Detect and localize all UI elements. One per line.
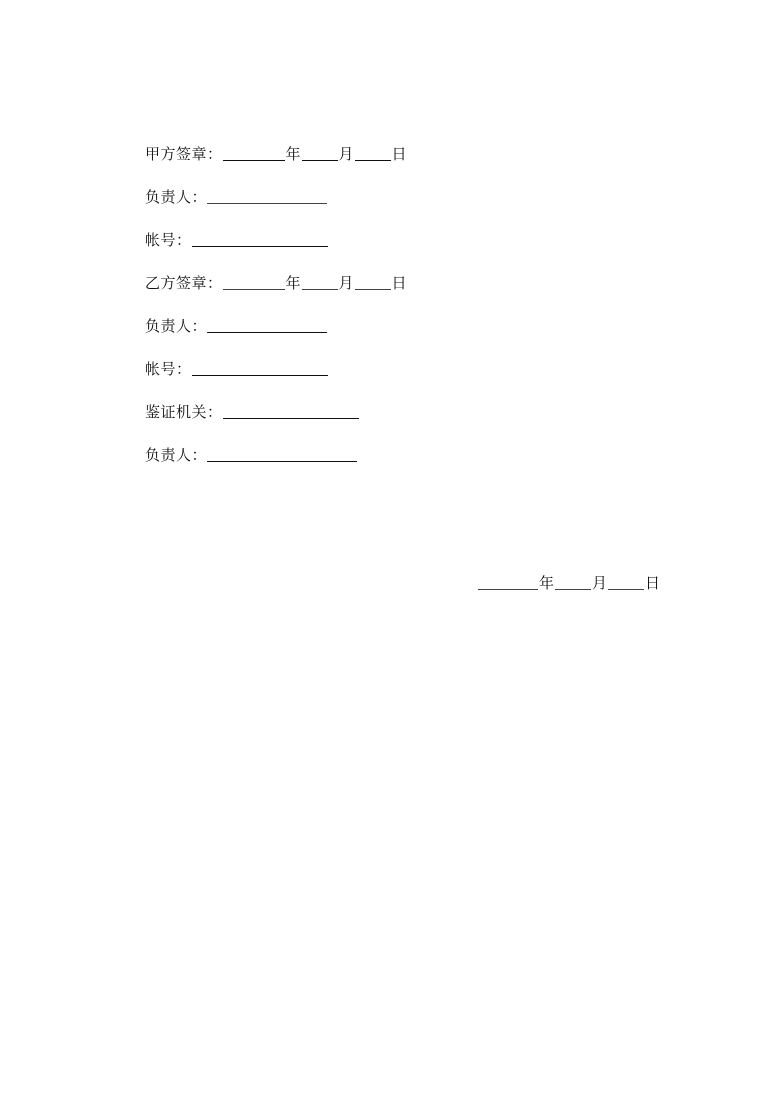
party-b-signature-label: 乙方签章： xyxy=(145,274,223,292)
year-label: 年 xyxy=(285,145,301,163)
authentication-agency-label: 鉴证机关： xyxy=(145,403,223,421)
party-b-responsible-label: 负责人： xyxy=(145,317,208,335)
party-a-signature-label: 甲方签章： xyxy=(145,145,223,163)
year-label: 年 xyxy=(539,574,555,592)
party-a-month-blank xyxy=(302,160,338,161)
bottom-month-blank xyxy=(555,589,591,590)
month-label: 月 xyxy=(338,145,354,163)
party-a-year-blank xyxy=(223,160,285,161)
day-label: 日 xyxy=(391,145,407,163)
party-a-account-blank xyxy=(192,246,328,247)
authentication-agency-blank xyxy=(223,418,359,419)
party-a-day-blank xyxy=(355,160,391,161)
party-b-responsible-blank xyxy=(207,332,327,333)
party-a-responsible-row xyxy=(145,187,327,207)
party-b-month-blank xyxy=(302,289,338,290)
party-a-responsible-blank xyxy=(207,203,327,204)
party-b-account-row xyxy=(145,359,328,379)
day-label: 日 xyxy=(645,574,661,592)
party-b-signature-row xyxy=(145,273,408,293)
bottom-date xyxy=(478,573,661,593)
party-b-day-blank xyxy=(355,289,391,290)
agency-responsible-label: 负责人： xyxy=(145,446,208,464)
party-a-account-row xyxy=(145,230,328,250)
party-a-responsible-label: 负责人： xyxy=(145,188,208,206)
agency-responsible-blank xyxy=(207,461,357,462)
party-b-responsible-row xyxy=(145,316,327,336)
month-label: 月 xyxy=(338,274,354,292)
authentication-agency-row xyxy=(145,402,359,422)
party-b-account-blank xyxy=(192,375,328,376)
day-label: 日 xyxy=(391,274,407,292)
bottom-year-blank xyxy=(478,589,538,590)
agency-responsible-row xyxy=(145,445,357,465)
party-a-account-label: 帐号： xyxy=(145,231,192,249)
bottom-day-blank xyxy=(608,589,644,590)
year-label: 年 xyxy=(285,274,301,292)
party-a-signature-row xyxy=(145,144,408,164)
party-b-year-blank xyxy=(223,289,285,290)
month-label: 月 xyxy=(592,574,608,592)
party-b-account-label: 帐号： xyxy=(145,360,192,378)
